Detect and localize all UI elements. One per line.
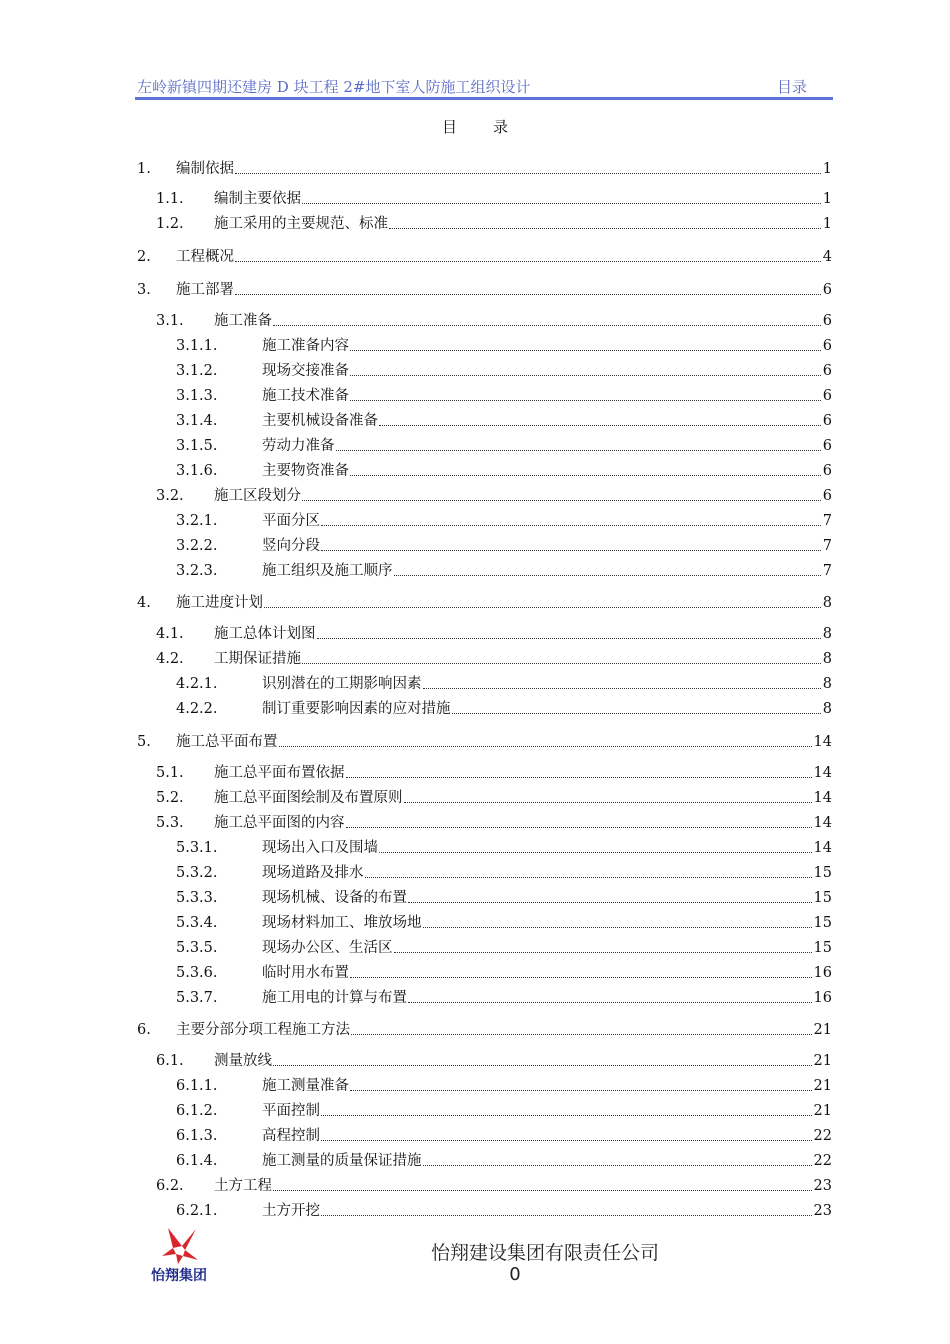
toc-entry-page: 21 bbox=[813, 1053, 832, 1069]
toc-dot-leader bbox=[394, 574, 821, 576]
toc-entry-page: 1 bbox=[822, 216, 832, 232]
toc-dot-leader bbox=[350, 399, 821, 401]
toc-entry-page: 15 bbox=[813, 940, 832, 956]
toc-dot-leader bbox=[351, 1033, 812, 1035]
toc-entry-number: 3.1.2. bbox=[176, 363, 218, 379]
toc-entry[interactable] bbox=[176, 1149, 832, 1171]
toc-entry-page: 14 bbox=[813, 840, 832, 856]
toc-dot-leader bbox=[350, 474, 821, 476]
toc-entry-page: 22 bbox=[813, 1153, 832, 1169]
toc-entry-page: 6 bbox=[822, 463, 832, 479]
toc-entry-number: 5.3.1. bbox=[176, 840, 218, 856]
toc-entry-label: 施工进度计划 bbox=[176, 595, 263, 611]
toc-dot-leader bbox=[404, 801, 812, 803]
toc-entry-page: 7 bbox=[822, 563, 832, 579]
toc-dot-leader bbox=[423, 1164, 812, 1166]
toc-entry-page: 8 bbox=[822, 651, 832, 667]
toc-entry-number: 5.3.5. bbox=[176, 940, 218, 956]
toc-entry-page: 16 bbox=[813, 990, 832, 1006]
toc-entry-label: 测量放线 bbox=[214, 1053, 272, 1069]
toc-dot-leader bbox=[235, 293, 821, 295]
toc-entry-number: 4.2.2. bbox=[176, 701, 218, 717]
toc-entry-number: 3.2. bbox=[156, 488, 184, 504]
toc-dot-leader bbox=[336, 449, 821, 451]
toc-entry-label: 现场交接准备 bbox=[262, 363, 349, 379]
toc-entry[interactable] bbox=[156, 811, 832, 833]
toc-entry-label: 编制主要依据 bbox=[214, 191, 301, 207]
toc-entry-label: 现场道路及排水 bbox=[262, 865, 364, 881]
toc-entry[interactable] bbox=[176, 559, 832, 581]
toc-entry-page: 21 bbox=[813, 1078, 832, 1094]
toc-entry-page: 4 bbox=[822, 249, 832, 265]
toc-dot-leader bbox=[273, 324, 821, 326]
company-logo bbox=[138, 1226, 220, 1284]
toc-entry-number: 2. bbox=[137, 249, 151, 265]
toc-entry-label: 施工部署 bbox=[176, 282, 234, 298]
toc-entry-label: 施工准备内容 bbox=[262, 338, 349, 354]
toc-entry-number: 5.3.3. bbox=[176, 890, 218, 906]
toc-entry-number: 4.2. bbox=[156, 651, 184, 667]
toc-entry-number: 5.1. bbox=[156, 765, 184, 781]
toc-dot-leader bbox=[350, 374, 821, 376]
toc-entry-number: 4. bbox=[137, 595, 151, 611]
toc-entry-number: 6. bbox=[137, 1022, 151, 1038]
toc-entry-page: 7 bbox=[822, 513, 832, 529]
toc-entry-page: 6 bbox=[822, 282, 832, 298]
toc-entry[interactable] bbox=[176, 1074, 832, 1096]
toc-entry[interactable] bbox=[156, 647, 832, 669]
toc-entry-number: 4.1. bbox=[156, 626, 184, 642]
toc-entry-number: 3.1. bbox=[156, 313, 184, 329]
toc-entry-number: 3.1.5. bbox=[176, 438, 218, 454]
toc-dot-leader bbox=[273, 1189, 812, 1191]
toc-entry[interactable] bbox=[176, 836, 832, 858]
toc-dot-leader bbox=[346, 826, 812, 828]
toc-entry[interactable] bbox=[176, 1124, 832, 1146]
toc-entry-page: 21 bbox=[813, 1103, 832, 1119]
toc-entry-label: 施工组织及施工顺序 bbox=[262, 563, 393, 579]
toc-entry-page: 14 bbox=[813, 765, 832, 781]
toc-entry-label: 施工测量准备 bbox=[262, 1078, 349, 1094]
toc-dot-leader bbox=[408, 901, 812, 903]
toc-entry[interactable] bbox=[137, 278, 832, 300]
toc-entry-page: 14 bbox=[813, 734, 832, 750]
toc-dot-leader bbox=[321, 1214, 812, 1216]
toc-entry-label: 劳动力准备 bbox=[262, 438, 335, 454]
toc-entry-page: 6 bbox=[822, 438, 832, 454]
toc-entry[interactable] bbox=[176, 384, 832, 406]
toc-dot-leader bbox=[321, 524, 821, 526]
toc-entry[interactable] bbox=[176, 459, 832, 481]
toc-entry-number: 3.2.2. bbox=[176, 538, 218, 554]
toc-dot-leader bbox=[302, 202, 821, 204]
toc-entry-label: 施工总平面布置 bbox=[176, 734, 278, 750]
toc-entry[interactable] bbox=[156, 1049, 832, 1071]
toc-dot-leader bbox=[350, 1089, 812, 1091]
toc-entry-page: 8 bbox=[822, 676, 832, 692]
toc-entry-number: 1.2. bbox=[156, 216, 184, 232]
toc-entry-page: 6 bbox=[822, 413, 832, 429]
toc-entry-label: 施工测量的质量保证措施 bbox=[262, 1153, 422, 1169]
toc-entry[interactable] bbox=[156, 786, 832, 808]
toc-dot-leader bbox=[408, 1001, 812, 1003]
toc-entry-number: 6.1.1. bbox=[176, 1078, 218, 1094]
toc-entry[interactable] bbox=[137, 1018, 832, 1040]
footer-company-name: 怡翔建设集团有限责任公司 bbox=[430, 1242, 659, 1264]
toc-entry-page: 8 bbox=[822, 595, 832, 611]
toc-entry-label: 土方开挖 bbox=[262, 1203, 320, 1219]
toc-entry-page: 6 bbox=[822, 338, 832, 354]
toc-entry-label: 临时用水布置 bbox=[262, 965, 349, 981]
toc-dot-leader bbox=[321, 1139, 812, 1141]
toc-entry-label: 施工用电的计算与布置 bbox=[262, 990, 407, 1006]
toc-entry[interactable] bbox=[156, 484, 832, 506]
toc-entry-number: 3.1.3. bbox=[176, 388, 218, 404]
toc-entry-number: 5.3. bbox=[156, 815, 184, 831]
toc-entry-page: 15 bbox=[813, 865, 832, 881]
toc-dot-leader bbox=[279, 745, 812, 747]
toc-entry-page: 16 bbox=[813, 965, 832, 981]
toc-entry-label: 现场办公区、生活区 bbox=[262, 940, 393, 956]
toc-entry[interactable] bbox=[156, 309, 832, 331]
toc-entry-number: 5.3.7. bbox=[176, 990, 218, 1006]
toc-dot-leader bbox=[394, 951, 812, 953]
toc-entry[interactable] bbox=[137, 245, 832, 267]
toc-entry-label: 平面控制 bbox=[262, 1103, 320, 1119]
toc-entry-page: 8 bbox=[822, 626, 832, 642]
toc-entry-page: 1 bbox=[822, 191, 832, 207]
toc-entry-label: 现场材料加工、堆放场地 bbox=[262, 915, 422, 931]
toc-entry-page: 15 bbox=[813, 890, 832, 906]
toc-entry-number: 3.2.3. bbox=[176, 563, 218, 579]
toc-entry-number: 3.1.6. bbox=[176, 463, 218, 479]
toc-dot-leader bbox=[302, 662, 821, 664]
logo-star-icon bbox=[162, 1228, 198, 1264]
toc-entry[interactable] bbox=[176, 359, 832, 381]
toc-entry-label: 竖向分段 bbox=[262, 538, 320, 554]
toc-entry-label: 施工准备 bbox=[214, 313, 272, 329]
toc-entry-page: 14 bbox=[813, 815, 832, 831]
toc-entry-number: 6.1. bbox=[156, 1053, 184, 1069]
header-section-label: 目录 bbox=[776, 78, 807, 96]
toc-dot-leader bbox=[235, 172, 821, 174]
toc-entry-label: 施工总平面图的内容 bbox=[214, 815, 345, 831]
toc-entry[interactable] bbox=[176, 534, 832, 556]
toc-entry-page: 7 bbox=[822, 538, 832, 554]
toc-entry-number: 5.2. bbox=[156, 790, 184, 806]
toc-dot-leader bbox=[264, 606, 821, 608]
toc-entry[interactable] bbox=[176, 861, 832, 883]
toc-entry[interactable] bbox=[176, 961, 832, 983]
toc-entry-label: 制订重要影响因素的应对措施 bbox=[262, 701, 451, 717]
document-title: 左岭新镇四期还建房 D 块工程 2#地下室人防施工组织设计 bbox=[137, 78, 531, 96]
toc-entry[interactable] bbox=[176, 936, 832, 958]
toc-entry-page: 6 bbox=[822, 388, 832, 404]
toc-entry-label: 施工采用的主要规范、标准 bbox=[214, 216, 388, 232]
toc-entry-number: 3.1.1. bbox=[176, 338, 218, 354]
toc-entry-label: 施工技术准备 bbox=[262, 388, 349, 404]
toc-entry[interactable] bbox=[137, 591, 832, 613]
toc-entry-page: 21 bbox=[813, 1022, 832, 1038]
logo-text: 怡翔集团 bbox=[151, 1268, 207, 1284]
toc-dot-leader bbox=[321, 549, 821, 551]
toc-entry[interactable] bbox=[137, 157, 832, 179]
toc-dot-leader bbox=[452, 712, 821, 714]
toc-dot-leader bbox=[321, 1114, 812, 1116]
toc-entry[interactable] bbox=[176, 434, 832, 456]
toc-entry-page: 22 bbox=[813, 1128, 832, 1144]
toc-entry[interactable] bbox=[156, 622, 832, 644]
toc-entry[interactable] bbox=[156, 1174, 832, 1196]
footer-page-number: 0 bbox=[509, 1264, 521, 1285]
toc-entry[interactable] bbox=[156, 187, 832, 209]
toc-dot-leader bbox=[235, 260, 821, 262]
toc-entry-page: 14 bbox=[813, 790, 832, 806]
toc-heading-right: 录 bbox=[493, 118, 509, 136]
toc-entry[interactable] bbox=[156, 761, 832, 783]
toc-dot-leader bbox=[379, 424, 821, 426]
toc-entry-label: 平面分区 bbox=[262, 513, 320, 529]
toc-entry-label: 现场出入口及围墙 bbox=[262, 840, 378, 856]
toc-entry-label: 编制依据 bbox=[176, 161, 234, 177]
toc-entry[interactable] bbox=[176, 911, 832, 933]
toc-entry[interactable] bbox=[176, 1099, 832, 1121]
toc-entry-label: 土方工程 bbox=[214, 1178, 272, 1194]
toc-entry[interactable] bbox=[176, 697, 832, 719]
toc-dot-leader bbox=[273, 1064, 812, 1066]
toc-entry-number: 3.1.4. bbox=[176, 413, 218, 429]
toc-entry[interactable] bbox=[156, 212, 832, 234]
toc-entry-page: 6 bbox=[822, 488, 832, 504]
toc-dot-leader bbox=[317, 637, 821, 639]
toc-entry-number: 5.3.2. bbox=[176, 865, 218, 881]
toc-entry-page: 6 bbox=[822, 313, 832, 329]
toc-dot-leader bbox=[423, 687, 821, 689]
toc-entry-number: 6.1.3. bbox=[176, 1128, 218, 1144]
toc-entry-number: 5. bbox=[137, 734, 151, 750]
toc-entry-number: 1.1. bbox=[156, 191, 184, 207]
toc-heading-left: 目 bbox=[441, 118, 457, 136]
toc-entry-page: 23 bbox=[813, 1178, 832, 1194]
toc-entry-page: 23 bbox=[813, 1203, 832, 1219]
toc-dot-leader bbox=[423, 926, 812, 928]
toc-entry-label: 工期保证措施 bbox=[214, 651, 301, 667]
toc-entry-label: 工程概况 bbox=[176, 249, 234, 265]
toc-entry-number: 6.1.4. bbox=[176, 1153, 218, 1169]
toc-entry[interactable] bbox=[176, 334, 832, 356]
toc-entry[interactable] bbox=[176, 509, 832, 531]
toc-dot-leader bbox=[302, 499, 821, 501]
toc-entry-number: 6.1.2. bbox=[176, 1103, 218, 1119]
toc-entry[interactable] bbox=[176, 886, 832, 908]
toc-dot-leader bbox=[365, 876, 812, 878]
toc-entry-page: 8 bbox=[822, 701, 832, 717]
toc-dot-leader bbox=[350, 349, 821, 351]
toc-entry-label: 施工总平面布置依据 bbox=[214, 765, 345, 781]
toc-dot-leader bbox=[350, 976, 812, 978]
toc-entry-page: 15 bbox=[813, 915, 832, 931]
toc-entry-label: 识别潜在的工期影响因素 bbox=[262, 676, 422, 692]
toc-entry-label: 现场机械、设备的布置 bbox=[262, 890, 407, 906]
toc-entry[interactable] bbox=[176, 986, 832, 1008]
toc-entry[interactable] bbox=[176, 672, 832, 694]
toc-entry-number: 1. bbox=[137, 161, 151, 177]
toc-entry-number: 5.3.6. bbox=[176, 965, 218, 981]
toc-entry-number: 5.3.4. bbox=[176, 915, 218, 931]
toc-entry-page: 6 bbox=[822, 363, 832, 379]
toc-entry[interactable] bbox=[137, 730, 832, 752]
toc-entry-number: 3.2.1. bbox=[176, 513, 218, 529]
toc-entry-number: 6.2. bbox=[156, 1178, 184, 1194]
toc-dot-leader bbox=[346, 776, 812, 778]
toc-entry-label: 主要分部分项工程施工方法 bbox=[176, 1022, 350, 1038]
toc-entry-number: 4.2.1. bbox=[176, 676, 218, 692]
toc-entry-page: 1 bbox=[822, 161, 832, 177]
toc-entry-number: 6.2.1. bbox=[176, 1203, 218, 1219]
toc-entry-label: 主要物资准备 bbox=[262, 463, 349, 479]
toc-entry-label: 高程控制 bbox=[262, 1128, 320, 1144]
toc-entry[interactable] bbox=[176, 409, 832, 431]
toc-dot-leader bbox=[389, 227, 821, 229]
toc-entry[interactable] bbox=[176, 1199, 832, 1221]
toc-entry-label: 施工区段划分 bbox=[214, 488, 301, 504]
toc-entry-label: 施工总平面图绘制及布置原则 bbox=[214, 790, 403, 806]
toc-entry-number: 3. bbox=[137, 282, 151, 298]
toc-entry-label: 施工总体计划图 bbox=[214, 626, 316, 642]
toc-entry-label: 主要机械设备准备 bbox=[262, 413, 378, 429]
toc-dot-leader bbox=[379, 851, 812, 853]
